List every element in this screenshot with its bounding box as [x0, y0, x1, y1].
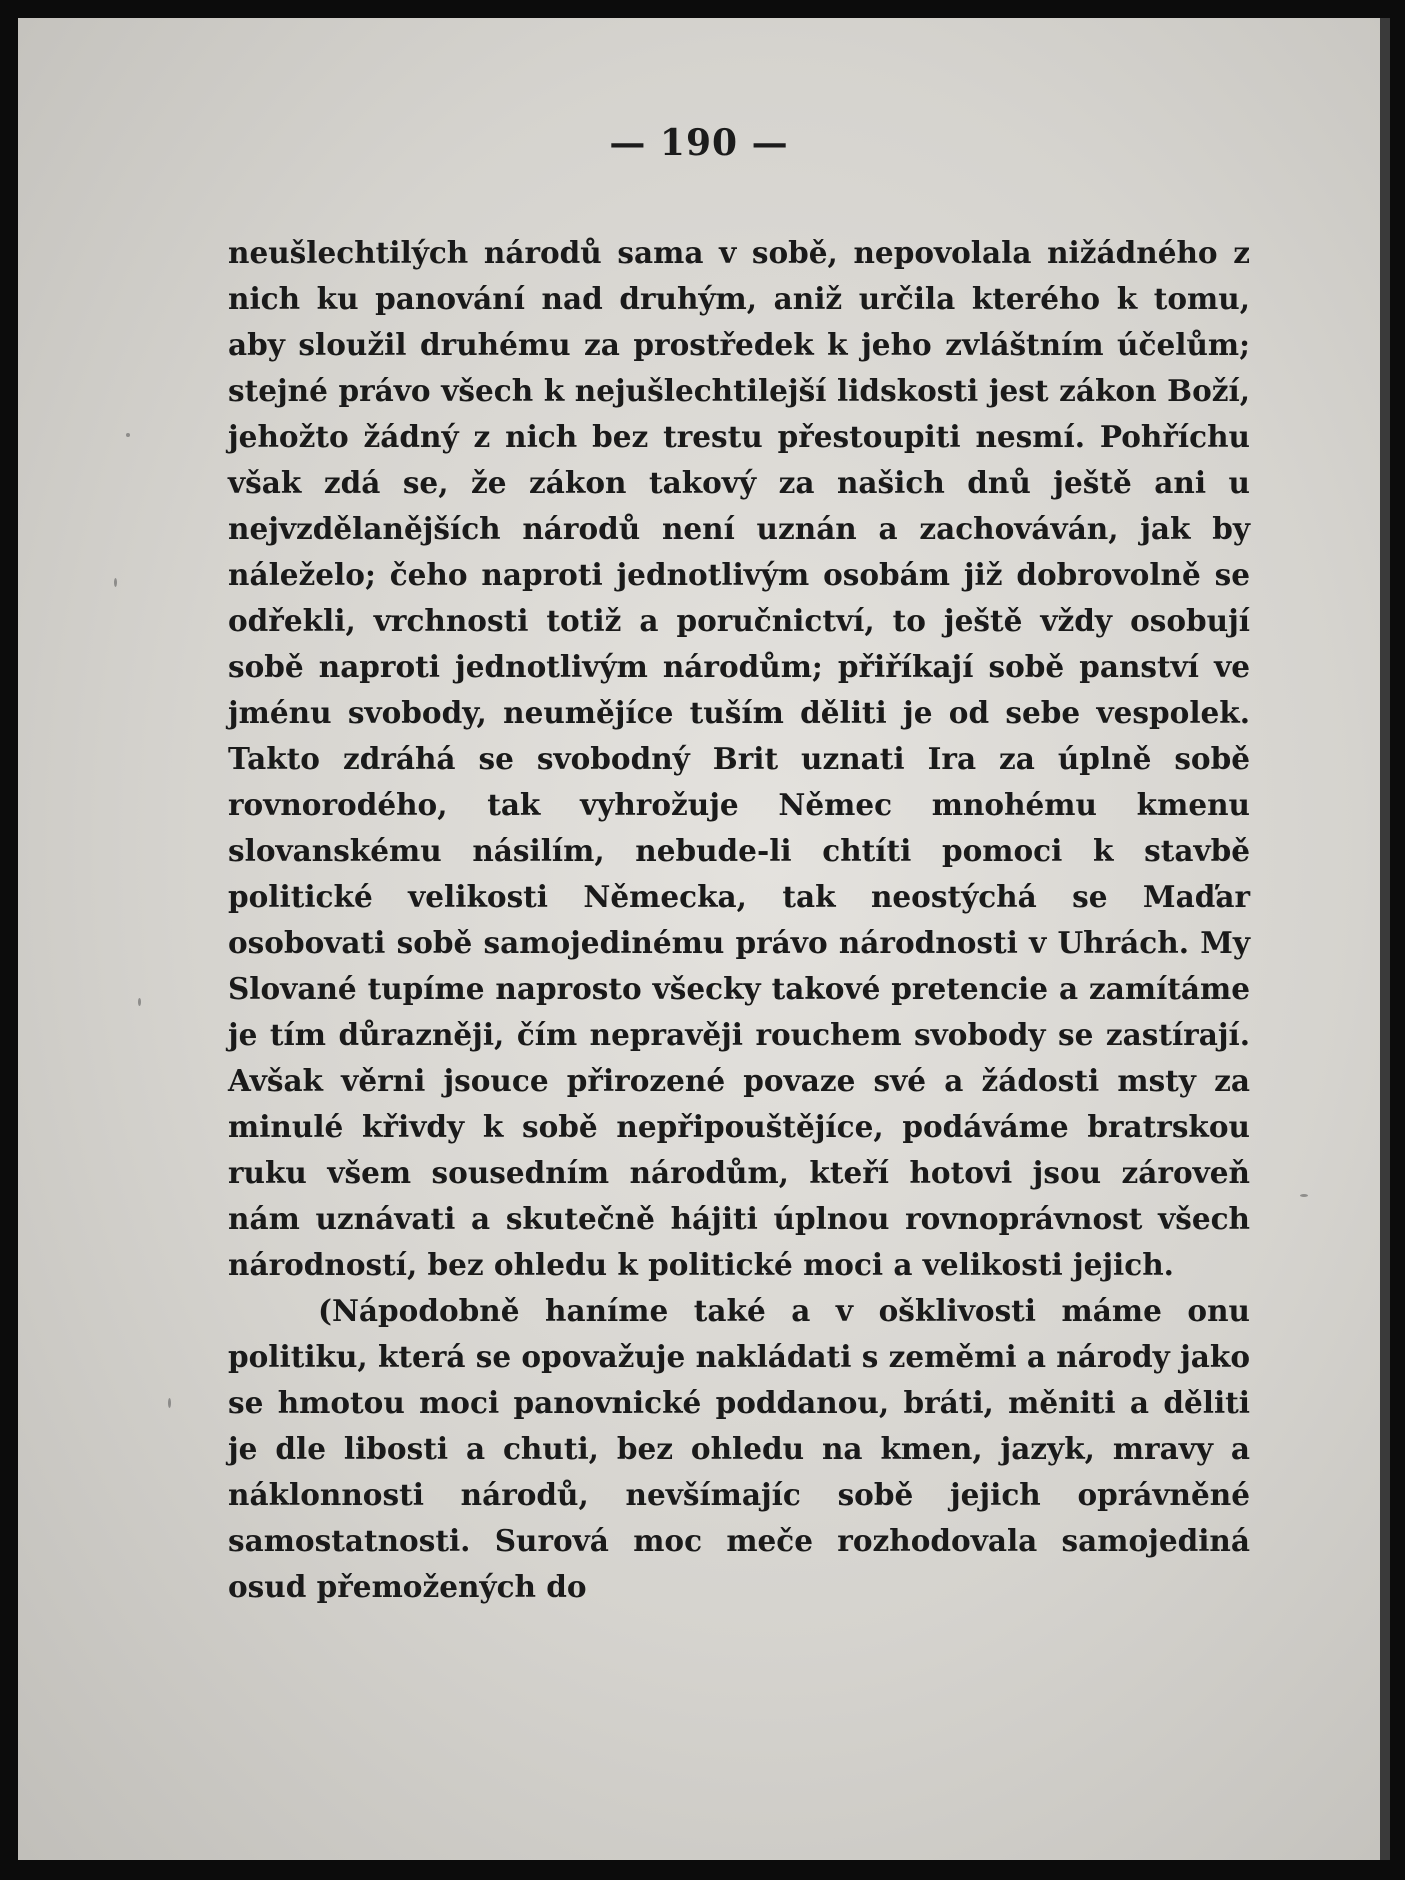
scan-speck	[126, 433, 130, 437]
scan-speck	[1300, 1194, 1308, 1197]
page-paper	[18, 18, 1390, 1860]
scan-speck	[114, 578, 117, 587]
paragraph: neušlechtilých národů sama v sobě, nepovolala nižádného z nich ku panování nad druhým, aniž určila kterého k tomu, aby sloužil druhému za prostředek k jeho zvláštním účelům; stejné právo všech k nejušlechtilejší lidskosti jest zákon Boží, jehožto žádný z nich bez trestu přestoupiti nesmí. Pohříchu však zdá se, že zákon takový za našich dnů ještě ani u nejvzdělanějších národů není uznán a zachováván, jak by náleželo; čeho naproti jednotlivým osobám již dobrovolně se odřekli, vrchnosti totiž a poručnictví, to ještě vždy osobují sobě naproti jednotlivým národům; přiříkají sobě panství ve jménu svobody, neumějíce tuším děliti je od sebe vespolek. Takto zdráhá se svobodný Brit uznati Ira za úplně sobě rovnorodého, tak vyhrožuje Němec mnohému kmenu slovanskému násilím, nebude-li chtíti pomoci k stavbě politické velikosti Německa, tak neostýchá se Maďar osobovati sobě samojedinému právo národnosti v Uhrách. My Slované tupíme naprosto všecky takové pretencie a zamítáme je tím důrazněji, čím nepravěji rouchem svobody se zastírají. Avšak věrni jsouce přirozené povaze své a žádosti msty za minulé křivdy k sobě nepřipouštějíce, podáváme bratrskou ruku všem sousedním národům, kteří hotovi jsou zároveň nám uznávati a skutečně hájiti úplnou rovnoprávnost všech národností, bez ohledu k politické moci a velikosti jejich.	[228, 235, 1250, 1282]
body-text	[228, 230, 1250, 1610]
page-number: — 190 —	[609, 122, 789, 164]
scan-speck	[138, 998, 141, 1006]
paragraph: (Nápodobně haníme také a v ošklivosti máme onu politiku, která se opovažuje nakládati s zeměmi a národy jako se hmotou moci panovnické poddanou, bráti, měniti a děliti je dle libosti a chuti, bez ohledu na kmen, jazyk, mravy a náklonnosti národů, nevšímajíc sobě jejich oprávněné samostatnosti. Surová moc meče rozhodovala samojediná osud přemožených do	[228, 1293, 1250, 1604]
scan-speck	[168, 1398, 171, 1408]
